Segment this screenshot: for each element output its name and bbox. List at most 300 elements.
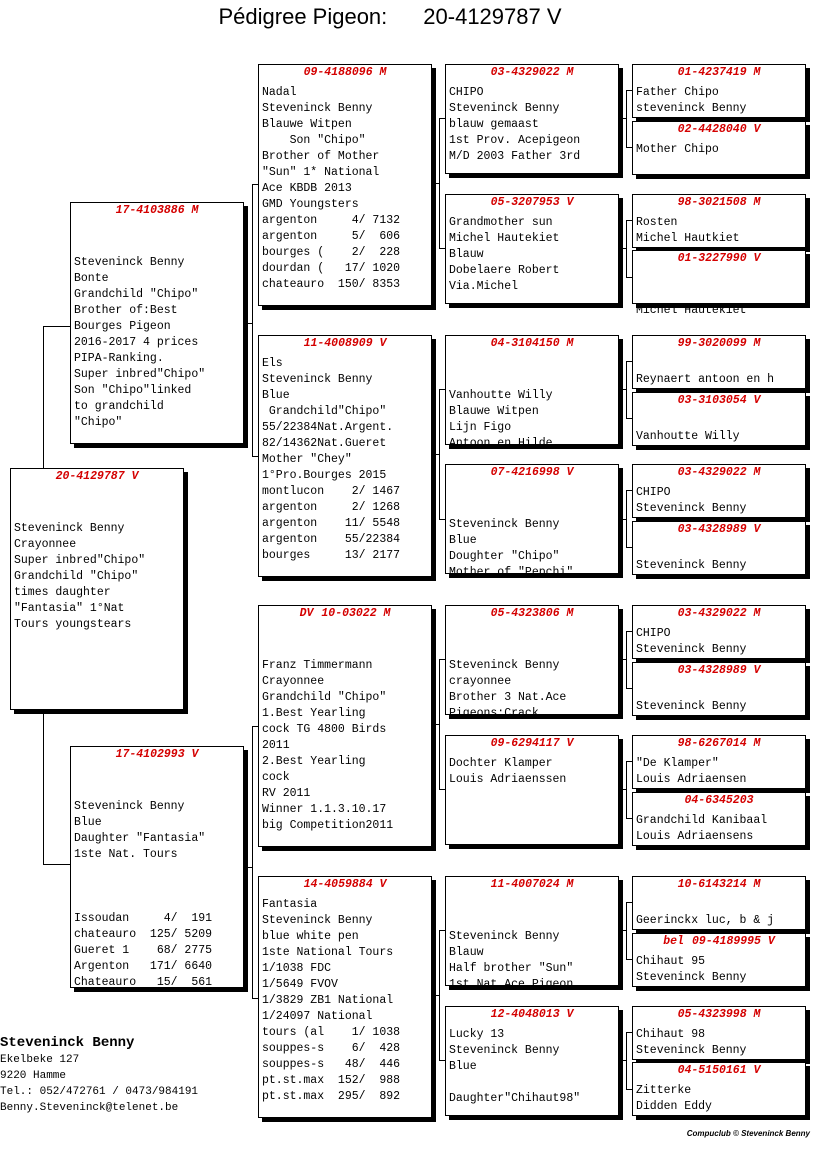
ring-value: 05-4323998 M <box>677 1008 761 1021</box>
ring-number <box>259 65 431 80</box>
pigeon-details <box>636 356 803 388</box>
ring-number <box>633 663 805 678</box>
detail-line: 1ste Nat. Tours <box>74 848 178 861</box>
connector-line <box>43 326 44 468</box>
pigeon-details <box>636 215 803 247</box>
connector-line <box>619 789 626 790</box>
detail-line <box>74 239 241 255</box>
ring-number <box>446 65 618 80</box>
detail-line: Steveninck Benny <box>14 522 125 535</box>
detail-line: Steveninck Benny <box>636 700 747 713</box>
connector-line <box>43 326 70 327</box>
pigeon-details <box>262 85 429 293</box>
ring-number <box>633 251 805 266</box>
detail-line: CHIPO <box>636 486 671 499</box>
pigeon-details <box>449 1027 616 1107</box>
detail-line: times daughter <box>14 586 111 599</box>
detail-line <box>636 356 803 372</box>
detail-line <box>262 642 429 658</box>
ring-number <box>446 195 618 210</box>
detail-line: 1/24097 National <box>262 1010 373 1023</box>
pedigree-box-g16 <box>632 1062 806 1116</box>
pigeon-details <box>636 626 803 658</box>
detail-line: Franz Timmermann <box>262 659 373 672</box>
connector-line <box>626 490 627 547</box>
ring-prefix: DV <box>299 607 314 620</box>
ring-value: 11-4008909 V <box>303 337 387 350</box>
detail-line: 1/1038 FDC <box>262 962 332 975</box>
detail-line: Steveninck Benny <box>636 502 747 515</box>
detail-line: cock <box>262 771 290 784</box>
pigeon-details <box>74 783 241 991</box>
ring-value: 03-4329022 M <box>677 466 761 479</box>
detail-line: Argenton 171/ 6640 <box>74 960 213 973</box>
detail-line: Son "Chipo" <box>262 134 366 147</box>
detail-line: Blue <box>449 534 477 547</box>
detail-line: Mother "Chey" <box>262 453 352 466</box>
connector-line <box>626 761 627 818</box>
detail-line: 1/3829 ZB1 National <box>262 994 394 1007</box>
detail-line: 1ste National Tours <box>262 946 394 959</box>
detail-line: tours (al 1/ 1038 <box>262 1026 401 1039</box>
ring-number <box>71 747 243 762</box>
ring-number <box>633 195 805 210</box>
ring-value: 09-6294117 V <box>490 737 574 750</box>
connector-line <box>619 519 626 520</box>
ring-number <box>633 934 805 949</box>
detail-line: Brother of:Best <box>74 304 178 317</box>
detail-line: Blauwe Witpen <box>262 118 352 131</box>
connector-line <box>619 659 626 660</box>
connector-line <box>619 118 626 119</box>
owner-block <box>0 1034 198 1116</box>
connector-line <box>439 930 440 1060</box>
pedigree-box-mother <box>70 746 244 988</box>
ring-value: 01-4237419 M <box>677 66 761 79</box>
pedigree-box-g1 <box>632 64 806 118</box>
detail-line: argenton 2/ 1268 <box>262 501 401 514</box>
ring-value: 17-4102993 V <box>115 748 199 761</box>
detail-line: Father Chipo <box>636 86 719 99</box>
detail-line: Half brother "Sun" <box>449 962 574 975</box>
owner-phone: Tel.: 052/472761 / 0473/984191 <box>0 1086 199 1098</box>
ring-value: 03-3103054 V <box>677 394 761 407</box>
detail-line: "Chipo" <box>74 416 123 429</box>
detail-line: Issoudan 4/ 191 <box>74 912 213 925</box>
detail-line: to grandchild <box>74 400 164 413</box>
detail-line: Brother of Mother <box>262 150 380 163</box>
detail-line: Pigeons:Crack, <box>449 707 546 720</box>
owner-name: Steveninck Benny <box>0 1035 135 1051</box>
detail-line: Steveninck Benny <box>74 256 185 269</box>
detail-line: Didden Eddy <box>636 1100 712 1113</box>
connector-line <box>439 659 440 789</box>
detail-line <box>449 501 616 517</box>
detail-line: GMD Youngsters <box>262 198 359 211</box>
detail-line: Crayonnee <box>14 538 77 551</box>
detail-line: "Sun" 1* National <box>262 166 380 179</box>
pigeon-details <box>636 897 803 929</box>
connector-line <box>626 902 627 959</box>
ring-number <box>633 877 805 892</box>
detail-line: blauw gemaast <box>449 118 539 131</box>
detail-line: argenton 55/22384 <box>262 533 401 546</box>
pigeon-details <box>14 505 181 633</box>
ring-number <box>446 465 618 480</box>
detail-line: souppes-s 48/ 446 <box>262 1058 401 1071</box>
ring-number <box>446 877 618 892</box>
connector-line <box>626 220 627 277</box>
detail-line <box>74 863 241 879</box>
connector-line <box>252 726 253 998</box>
detail-line <box>74 895 241 911</box>
detail-line: Geerinckx luc, b & j <box>636 914 775 927</box>
detail-line: Steveninck Benny <box>449 659 560 672</box>
detail-line: Grandchild Kanibaal <box>636 814 768 827</box>
ring-number <box>633 522 805 537</box>
detail-line: Steveninck Benny <box>636 971 747 984</box>
ring-number <box>71 203 243 218</box>
ring-value: 10-03022 M <box>321 607 391 620</box>
owner-street: Ekelbeke 127 <box>0 1054 80 1066</box>
detail-line: Crayonnee <box>262 675 325 688</box>
ring-number <box>633 65 805 80</box>
detail-line: Blue <box>449 1060 477 1073</box>
detail-line: Chateauro 15/ 561 <box>74 976 213 989</box>
pigeon-details <box>449 85 616 165</box>
detail-line: 2.Best Yearling <box>262 755 366 768</box>
pedigree-box-g15 <box>632 1006 806 1060</box>
ring-number <box>446 1007 618 1022</box>
connector-line <box>246 323 252 324</box>
connector-line <box>432 454 439 455</box>
detail-line: Steveninck Benny <box>262 102 373 115</box>
detail-line: CHIPO <box>449 86 484 99</box>
ring-number <box>633 1007 805 1022</box>
ring-number <box>633 793 805 808</box>
ring-value: 01-3227990 V <box>677 252 761 265</box>
detail-line: 1st Prov. Acepigeon <box>449 134 581 147</box>
pedigree-box-mfm <box>445 735 619 845</box>
pigeon-details <box>449 501 616 581</box>
owner-email: Benny.Steveninck@telenet.be <box>0 1102 179 1114</box>
ring-number <box>259 336 431 351</box>
detail-line: Steveninck Benny <box>449 1044 560 1057</box>
ring-number <box>633 1063 805 1078</box>
detail-line <box>636 542 803 558</box>
pigeon-details <box>636 413 803 445</box>
ring-value: 20-4129787 V <box>55 470 139 483</box>
pedigree-box-mm <box>258 876 432 1118</box>
detail-line: Grandchild "Chipo" <box>14 570 139 583</box>
detail-line: Daughter"Chihaut98" <box>449 1092 581 1105</box>
ring-value: 03-4328989 V <box>677 664 761 677</box>
pedigree-box-fm <box>258 335 432 577</box>
ring-value: 04-3104150 M <box>490 337 574 350</box>
pigeon-details <box>636 142 803 158</box>
detail-line: Super inbred"Chipo" <box>14 554 146 567</box>
ring-value: 10-6143214 M <box>677 878 761 891</box>
ring-value: 03-4329022 M <box>490 66 574 79</box>
ring-number <box>446 336 618 351</box>
pedigree-box-father <box>70 202 244 444</box>
connector-line <box>43 714 44 864</box>
detail-line: Steveninck Benny <box>636 559 747 572</box>
detail-line: Mother Chipo <box>636 143 719 156</box>
detail-line: souppes-s 6/ 428 <box>262 1042 401 1055</box>
ring-number <box>259 877 431 892</box>
detail-line: Dochter Klamper <box>449 757 553 770</box>
detail-line: Brother 3 Nat.Ace <box>449 691 567 704</box>
ring-value: 09-4188096 M <box>303 66 387 79</box>
detail-line: Blue <box>262 389 290 402</box>
pigeon-details <box>636 485 803 517</box>
pedigree-box-mmf <box>445 876 619 991</box>
pedigree-box-g4 <box>632 250 806 317</box>
detail-line: Blauwe Witpen <box>449 405 539 418</box>
ring-number <box>446 736 618 751</box>
detail-line: Fantasia <box>262 898 318 911</box>
detail-line: 1°Pro.Bourges 2015 <box>262 469 387 482</box>
detail-line: crayonnee <box>449 675 512 688</box>
detail-line: pt.st.max 152/ 988 <box>262 1074 401 1087</box>
pigeon-details <box>449 372 616 452</box>
pedigree-box-fmf <box>445 335 619 450</box>
detail-line <box>636 413 803 429</box>
detail-line: Grandmother sun <box>449 216 553 229</box>
detail-line: bourges ( 2/ 228 <box>262 246 401 259</box>
detail-line: CHIPO <box>636 627 671 640</box>
detail-line: Vanhoutte Willy <box>449 389 553 402</box>
detail-line: Via.Michel <box>449 280 519 293</box>
connector-line <box>432 183 439 184</box>
connector-line <box>432 724 439 725</box>
page-title <box>0 4 780 30</box>
detail-line: Grandchild"Chipo" <box>262 405 387 418</box>
detail-line: blue white pen <box>262 930 359 943</box>
owner-city: 9220 Hamme <box>0 1070 67 1082</box>
detail-line: PIPA-Ranking. <box>74 352 164 365</box>
pedigree-box-g13 <box>632 876 806 930</box>
detail-line: Steveninck Benny <box>636 1044 747 1057</box>
pigeon-details <box>636 954 803 986</box>
pedigree-box-mmm <box>445 1006 619 1116</box>
detail-line: Bonte <box>74 272 109 285</box>
detail-line: Lucky 13 <box>449 1028 505 1041</box>
pedigree-box-g11 <box>632 735 806 789</box>
pigeon-details <box>636 287 803 319</box>
detail-line: argenton 5/ 606 <box>262 230 401 243</box>
ring-prefix: bel <box>663 935 684 948</box>
detail-line: Steveninck Benny <box>449 518 560 531</box>
detail-line: Steveninck Benny <box>449 930 560 943</box>
ring-value: 14-4059884 V <box>303 878 387 891</box>
connector-line <box>619 248 626 249</box>
detail-line: Louis Adriaenssen <box>449 773 567 786</box>
detail-line: RV 2011 <box>262 787 311 800</box>
connector-line <box>626 1032 627 1089</box>
detail-line: M/D 2003 Father 3rd <box>449 150 581 163</box>
connector-line <box>619 930 626 931</box>
detail-line: "Fantasia" 1°Nat <box>14 602 125 615</box>
pedigree-box-ff <box>258 64 432 306</box>
ring-number <box>633 336 805 351</box>
detail-line <box>74 879 241 895</box>
detail-line: Steveninck Benny <box>636 643 747 656</box>
ring-value: 07-4216998 V <box>490 466 574 479</box>
ring-number <box>633 393 805 408</box>
ring-number <box>446 606 618 621</box>
detail-line: chateauro 150/ 8353 <box>262 278 401 291</box>
detail-line: Michel Hautekiet <box>449 232 560 245</box>
detail-line: Nadal <box>262 86 297 99</box>
pigeon-details <box>636 1083 803 1115</box>
ring-number <box>259 606 431 621</box>
ring-value: 99-3020099 M <box>677 337 761 350</box>
detail-line: Grandchild "Chipo" <box>74 288 199 301</box>
ring-value: 04-5150161 V <box>677 1064 761 1077</box>
detail-line: Steveninck Benny <box>74 800 185 813</box>
detail-line: 1/5649 FVOV <box>262 978 338 991</box>
detail-line: Steveninck Benny <box>449 102 560 115</box>
title-label: Pédigree Pigeon: <box>218 4 388 29</box>
pigeon-details <box>449 215 616 295</box>
detail-line: Steveninck Benny <box>262 914 373 927</box>
detail-line <box>636 287 803 303</box>
detail-line: Zitterke <box>636 1084 692 1097</box>
ring-value: 09-4189995 V <box>691 935 775 948</box>
detail-line: bourges 13/ 2177 <box>262 549 401 562</box>
detail-line <box>636 683 803 699</box>
pedigree-box-g9 <box>632 605 806 659</box>
detail-line: 1.Best Yearling <box>262 707 366 720</box>
pedigree-box-fff <box>445 64 619 174</box>
pigeon-details <box>636 1027 803 1059</box>
detail-line: chateauro 125/ 5209 <box>74 928 213 941</box>
pedigree-box-g8 <box>632 521 806 575</box>
detail-line: Chihaut 95 <box>636 955 706 968</box>
detail-line: Tours youngstears <box>14 618 132 631</box>
pedigree-box-g3 <box>632 194 806 248</box>
connector-line <box>252 184 253 456</box>
pedigree-box-mff <box>445 605 619 720</box>
detail-line: Dobelaere Robert <box>449 264 560 277</box>
pedigree-box-g14 <box>632 933 806 987</box>
pigeon-details <box>636 756 803 788</box>
connector-line <box>626 631 627 688</box>
ring-number <box>633 122 805 137</box>
pedigree-box-g10 <box>632 662 806 716</box>
detail-line: 82/14362Nat.Gueret <box>262 437 387 450</box>
detail-line: Louis Adriaensens <box>636 830 754 843</box>
detail-line: Grandchild "Chipo" <box>262 691 387 704</box>
footer-credit: Compuclub © Steveninck Benny <box>686 1129 810 1138</box>
detail-line: 1st Nat.Ace Pigeon <box>449 978 574 991</box>
detail-line: Vanhoutte Willy <box>636 430 740 443</box>
ring-value: 04-6345203 <box>684 794 754 807</box>
detail-line: Rosten <box>636 216 678 229</box>
detail-line: 2016-2017 4 prices <box>74 336 199 349</box>
pedigree-box-g2 <box>632 121 806 175</box>
ring-value: 98-3021508 M <box>677 196 761 209</box>
connector-line <box>246 867 252 868</box>
connector-line <box>626 361 627 418</box>
ring-value: 11-4007024 M <box>490 878 574 891</box>
ring-number <box>633 465 805 480</box>
pigeon-details <box>74 239 241 431</box>
ring-number <box>633 736 805 751</box>
detail-line <box>449 1075 616 1091</box>
detail-line: argenton 11/ 5548 <box>262 517 401 530</box>
detail-line: Chihaut 98 <box>636 1028 706 1041</box>
connector-line <box>432 995 439 996</box>
connector-line <box>439 389 440 519</box>
pigeon-details <box>636 85 803 117</box>
detail-line: Mother of "Pepchi" <box>449 566 574 579</box>
detail-line <box>14 505 181 521</box>
detail-line: pt.st.max 295/ 892 <box>262 1090 401 1103</box>
connector-line <box>626 90 627 147</box>
ring-value: 03-4329022 M <box>677 607 761 620</box>
pigeon-details <box>262 897 429 1105</box>
pedigree-box-fmm <box>445 464 619 579</box>
detail-line: Blauw <box>449 946 484 959</box>
ring-number <box>11 469 183 484</box>
connector-line <box>439 118 440 248</box>
detail-line: Steveninck Benny <box>262 373 373 386</box>
detail-line <box>636 897 803 913</box>
detail-line <box>74 783 241 799</box>
title-ring: 20-4129787 V <box>423 4 562 29</box>
connector-line <box>43 864 70 865</box>
detail-line: Michel Hautkiet <box>636 232 740 245</box>
detail-line: Michel Hautekiet <box>636 304 747 317</box>
detail-line: Louis Adriaensen <box>636 773 747 786</box>
pigeon-details <box>636 813 803 845</box>
pedigree-box-subject <box>10 468 184 710</box>
detail-line: Super inbred"Chipo" <box>74 368 206 381</box>
pigeon-details <box>449 756 616 788</box>
ring-value: 05-3207953 V <box>490 196 574 209</box>
detail-line <box>449 372 616 388</box>
pigeon-details <box>262 642 429 834</box>
detail-line: Ace KBDB 2013 <box>262 182 352 195</box>
connector-line <box>619 1060 626 1061</box>
ring-value: 05-4323806 M <box>490 607 574 620</box>
detail-line: Doughter "Chipo" <box>449 550 560 563</box>
detail-line: Blue <box>74 816 102 829</box>
detail-line: Son "Chipo"linked <box>74 384 192 397</box>
detail-line: Gueret 1 68/ 2775 <box>74 944 213 957</box>
pedigree-box-g7 <box>632 464 806 518</box>
detail-line: argenton 4/ 7132 <box>262 214 401 227</box>
detail-line: montlucon 2/ 1467 <box>262 485 401 498</box>
detail-line: 2011 <box>262 739 290 752</box>
pigeon-details <box>262 356 429 564</box>
pedigree-box-g5 <box>632 335 806 389</box>
detail-line: Els <box>262 357 283 370</box>
pigeon-details <box>449 913 616 993</box>
detail-line: 55/22384Nat.Argent. <box>262 421 394 434</box>
detail-line: cock TG 4800 Birds <box>262 723 387 736</box>
ring-value: 17-4103886 M <box>115 204 199 217</box>
pedigree-box-ffm <box>445 194 619 304</box>
detail-line <box>449 913 616 929</box>
detail-line: steveninck Benny <box>636 102 747 115</box>
detail-line <box>449 642 616 658</box>
ring-value: 02-4428040 V <box>677 123 761 136</box>
detail-line: Antoon en Hilde <box>449 437 553 450</box>
